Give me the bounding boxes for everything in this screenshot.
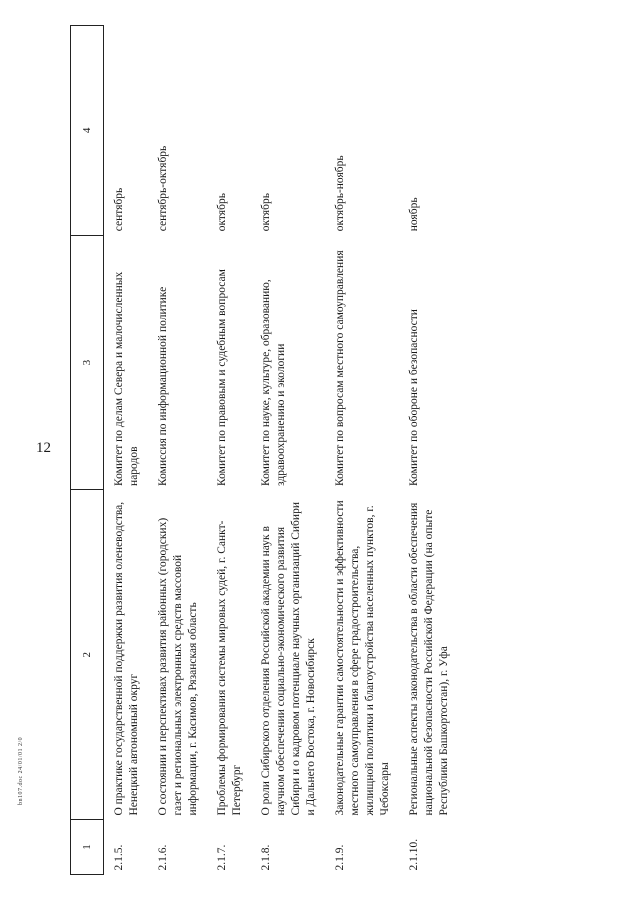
row-term: ноябрь: [408, 197, 420, 232]
table-row: [207, 26, 251, 875]
row-number: 2.1.8.: [260, 844, 272, 871]
table-row: [104, 26, 149, 875]
row-number: 2.1.10.: [408, 838, 420, 871]
row-topic: О роли Сибирского отделения Российской академии наук в научном обеспечении социально-экономического развития Сибири и о кадровом потенциале научных организаций Сибири и Дальнего Востока, г. Новосибирск: [260, 502, 317, 816]
row-topic: Региональные аспекты законодательства в области обеспечения национальной безопасности Российской Федерации (на опыте Республики Башкортостан), г. Уфа: [408, 502, 450, 816]
page-number: 12: [36, 440, 51, 456]
row-number: 2.1.7.: [216, 844, 228, 871]
row-topic: Законодательные гарантии самостоятельности и эффективности местного самоуправления в сфере градостроительства, жилищной политики и благоустройства населенных пунктов, г. Чебоксары: [334, 500, 391, 816]
table-row: [399, 26, 458, 875]
table-row: [148, 26, 207, 875]
row-responsible: Комиссия по информационной политике: [157, 286, 169, 486]
row-responsible: Комитет по вопросам местного самоуправления: [334, 250, 346, 486]
row-term: октябрь: [216, 193, 228, 232]
column-header-1: 1: [71, 820, 104, 875]
table-header-row: [71, 26, 104, 875]
table-row: [251, 26, 325, 875]
column-header-3: 3: [71, 235, 104, 490]
table-row: [325, 26, 399, 875]
schedule-table: [70, 25, 458, 875]
row-responsible: Комитет по обороне и безопасности: [408, 309, 420, 486]
row-topic: О состоянии и перспективах развития районных (городских) газет и региональных электронных средств массовой информации, г. Касимов, Рязанская область: [157, 517, 199, 816]
row-term: октябрь: [260, 193, 272, 232]
row-number: 2.1.5.: [113, 844, 125, 871]
row-responsible: Комитет по правовым и судебным вопросам: [216, 269, 228, 486]
row-term: сентябрь-октябрь: [157, 145, 169, 232]
row-topic: Проблемы формирования системы мировых судей, г. Санкт-Петербург: [216, 520, 243, 816]
row-number: 2.1.6.: [157, 844, 169, 871]
row-term: октябрь-ноябрь: [334, 155, 346, 232]
row-topic: О практике государственной поддержки развития оленеводства, Ненецкий автономный округ: [113, 501, 140, 816]
column-header-4: 4: [71, 26, 104, 236]
footer-document-code: bn107.doc 24/01/01 2/0: [18, 736, 24, 805]
row-responsible: Комитет по науке, культуре, образованию, здравоохранению и экологии: [260, 279, 287, 486]
row-term: сентябрь: [113, 187, 125, 232]
schedule-table-rotated: [70, 25, 630, 875]
row-number: 2.1.9.: [334, 844, 346, 871]
column-header-2: 2: [71, 490, 104, 820]
row-responsible: Комитет по делам Севера и малочисленных народов: [113, 271, 140, 486]
